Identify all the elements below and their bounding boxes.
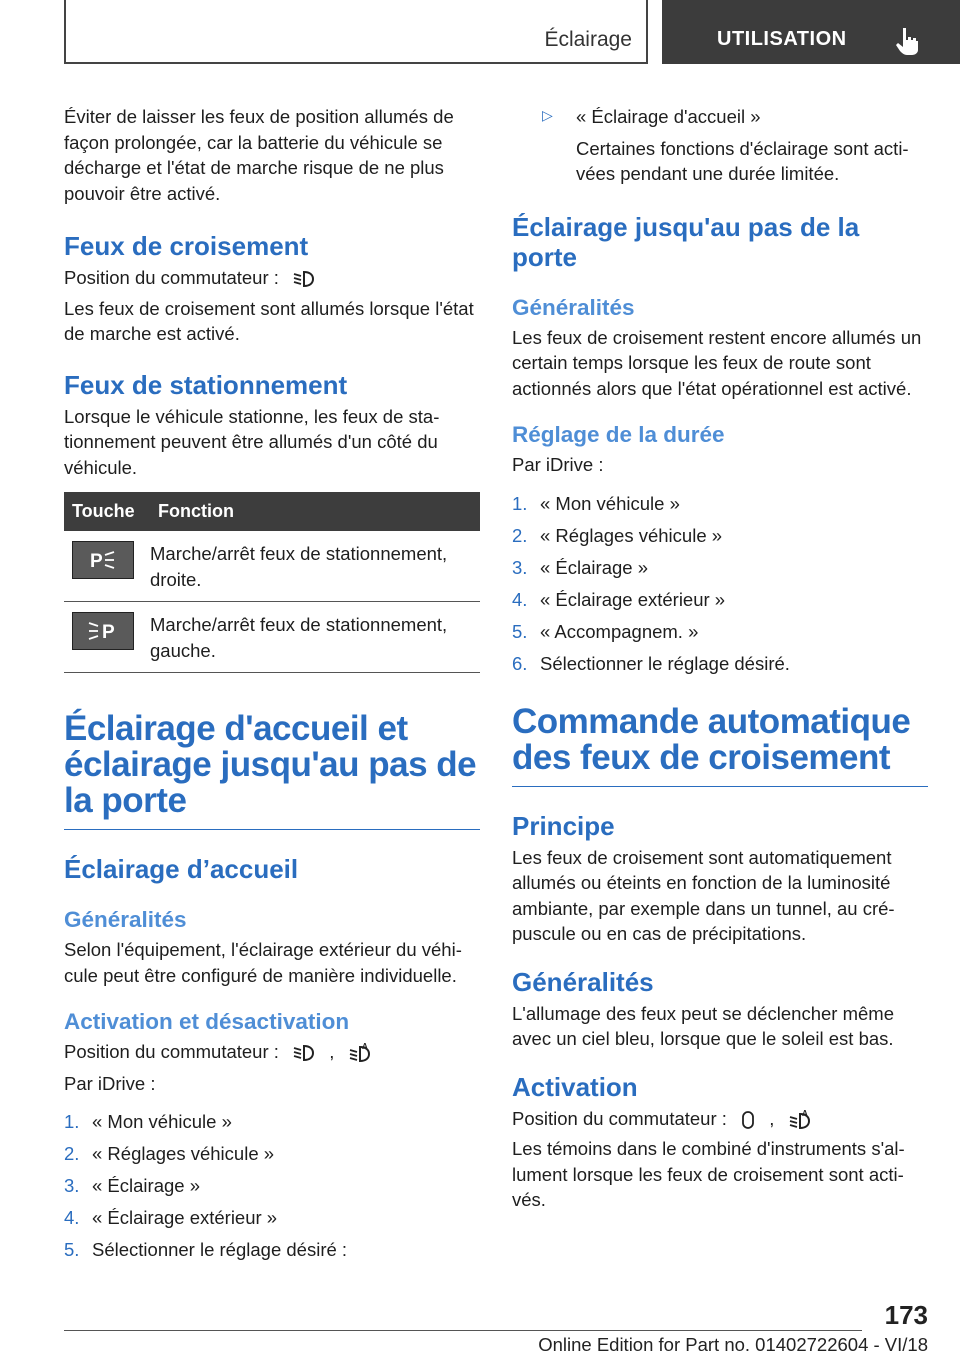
footer-edition: Online Edition for Part no. 01402722604 - VI/18 bbox=[538, 1334, 928, 1355]
list-item: 4. « Éclairage extérieur » bbox=[512, 588, 726, 610]
switch-position-label: Position du commutateur : bbox=[64, 1041, 279, 1062]
auto-lights-chapter-heading-block bbox=[512, 701, 928, 787]
auto-light-icon bbox=[347, 1042, 373, 1064]
low-beam-heading: Feux de croisement bbox=[64, 231, 309, 261]
table-row bbox=[64, 602, 480, 673]
switch-off-position-icon bbox=[740, 1110, 756, 1130]
list-item: 1. « Mon véhicule » bbox=[64, 1111, 232, 1132]
header-chapter-title: UTILISATION bbox=[717, 28, 847, 50]
parking-lights-heading: Feux de stationnement bbox=[64, 369, 348, 400]
header-section-title: Éclairage bbox=[544, 28, 632, 51]
general-text: Selon l'équipement, l'éclairage extérieur du véhi-cule peut être configuré de manière individuelle. bbox=[64, 939, 462, 986]
switch-position-label: Position du commutateur : bbox=[512, 1107, 727, 1129]
bullet-title: « Éclairage d'accueil » bbox=[576, 106, 761, 127]
auto-lights-chapter-heading: Commande automatique des feux de croisement bbox=[512, 701, 911, 777]
general-heading: Généralités bbox=[512, 294, 635, 320]
idrive-label: Par iDrive : bbox=[512, 454, 604, 475]
svg-text:P: P bbox=[102, 622, 115, 643]
duration-steps-list bbox=[512, 491, 928, 676]
welcome-chapter-heading-block bbox=[64, 711, 480, 830]
list-item: 3. « Éclairage » bbox=[512, 556, 648, 578]
activation-heading: Activation et désactivation bbox=[64, 1009, 350, 1034]
general-text: L'allumage des feux peut se déclencher même avec un ciel bleu, lorsque que le soleil est bas. bbox=[512, 1002, 894, 1049]
footer-divider bbox=[64, 1330, 862, 1331]
welcome-light-heading: Éclairage d’accueil bbox=[64, 854, 299, 884]
parking-light-right-icon bbox=[72, 541, 134, 579]
parking-lights-text: Lorsque le véhicule stationne, les feux de sta-tionnement peuvent être allumés d'un côté du véhicule. bbox=[64, 405, 440, 478]
duration-heading: Réglage de la durée bbox=[512, 422, 725, 447]
list-item: 1. « Mon véhicule » bbox=[512, 492, 680, 514]
intro-paragraph: Éviter de laisser les feux de position allumés de façon prolongée, car la batterie du véhicule se décharge et l'état de marche risque de ne plus pouvoir être activé. bbox=[64, 106, 454, 204]
bullet-item bbox=[512, 104, 928, 187]
auto-light-icon bbox=[787, 1109, 813, 1131]
general-text: Les feux de croisement restent encore allumés un certain temps lorsque les feux de route sont actionnés alors que l'état opérationnel est activé. bbox=[512, 326, 922, 399]
activation-switch-line bbox=[64, 1039, 480, 1065]
principle-heading: Principe bbox=[512, 810, 615, 841]
left-column bbox=[64, 104, 480, 1269]
list-item: 2. « Réglages véhicule » bbox=[64, 1143, 275, 1164]
welcome-chapter-heading: Éclairage d'accueil et éclairage jusqu'au pas de la porte bbox=[64, 709, 477, 820]
table-row bbox=[64, 531, 480, 602]
parking-lights-table bbox=[64, 492, 480, 673]
separator-comma: , bbox=[329, 1041, 335, 1062]
low-beam-icon bbox=[292, 1043, 316, 1063]
activation-switch-line bbox=[512, 1106, 928, 1132]
list-item: 6. Sélectionner le réglage désiré. bbox=[512, 652, 790, 674]
bullet-text: Certaines fonctions d'éclairage sont acti-vées pendant une durée limitée. bbox=[576, 137, 909, 184]
table-cell-function: Marche/arrêt feux de stationnement, gauche. bbox=[150, 602, 480, 673]
list-item: 5. « Accompagnem. » bbox=[512, 620, 699, 642]
table-cell-function: Marche/arrêt feux de stationnement, droite. bbox=[150, 531, 480, 602]
activation-heading: Activation bbox=[512, 1071, 638, 1102]
page-number: 173 bbox=[884, 1300, 928, 1330]
triangle-bullet-icon: ▷ bbox=[542, 107, 553, 123]
right-column bbox=[512, 104, 928, 1213]
low-beam-switch-line bbox=[64, 265, 480, 291]
welcome-steps-list bbox=[64, 1109, 480, 1262]
svg-text:A: A bbox=[802, 1108, 809, 1118]
idrive-label: Par iDrive : bbox=[64, 1072, 156, 1094]
activation-text: Les témoins dans le combiné d'instruments s'al-lument lorsque les feux de croisement sont acti-vés. bbox=[512, 1138, 905, 1210]
pointing-hand-icon bbox=[894, 26, 922, 56]
low-beam-icon bbox=[292, 269, 316, 289]
list-item: 3. « Éclairage » bbox=[64, 1175, 200, 1196]
table-header-function: Fonction bbox=[150, 492, 480, 531]
doorstep-heading: Éclairage jusqu'au pas de la porte bbox=[512, 211, 860, 272]
list-item: 5. Sélectionner le réglage désiré : bbox=[64, 1239, 348, 1260]
parking-light-left-icon bbox=[72, 612, 134, 650]
general-heading: Généralités bbox=[64, 907, 187, 932]
list-item: 2. « Réglages véhicule » bbox=[512, 524, 723, 546]
svg-text:A: A bbox=[362, 1042, 369, 1052]
svg-text:P: P bbox=[90, 551, 103, 572]
low-beam-text: Les feux de croisement sont allumés lorsque l'état de marche est activé. bbox=[64, 297, 474, 344]
switch-position-label: Position du commutateur : bbox=[64, 267, 279, 288]
general-heading: Généralités bbox=[512, 966, 654, 997]
separator-comma: , bbox=[769, 1107, 775, 1129]
table-header-key: Touche bbox=[64, 492, 150, 531]
principle-text: Les feux de croisement sont automatiquement allumés ou éteints en fonction de la luminosité ambiante, par exemple dans un tunnel, au cré-puscule ou en cas de précipitations. bbox=[512, 846, 895, 944]
list-item: 4. « Éclairage extérieur » bbox=[64, 1207, 278, 1228]
